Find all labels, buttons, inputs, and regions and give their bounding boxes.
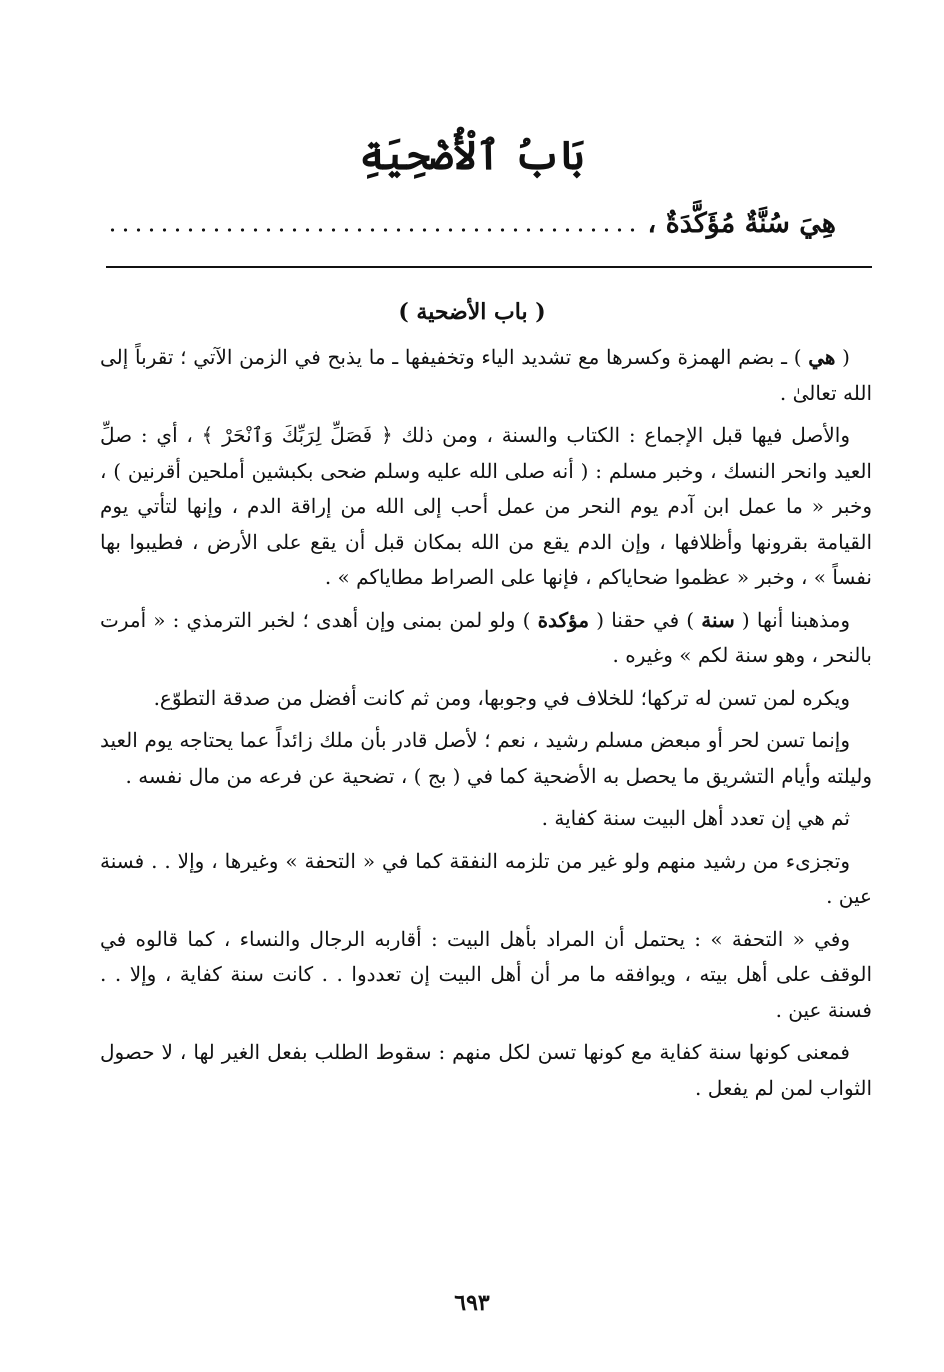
paragraph-3-text-2: ) في حقنا (: [589, 607, 702, 632]
paragraph-6: ثم هي إن تعدد أهل البيت سنة كفاية .: [541, 806, 850, 830]
paragraph-3-keyword-2: مؤكدة: [537, 607, 590, 632]
paragraph-3-text: ومذهبنا أنها (: [734, 607, 850, 632]
paragraph-3-text-3: ) ولو لمن بمنى وإن أهدى ؛ لخبر الترمذي : « أمرت بالنحر ، وهو سنة لكم » وغيره .: [100, 607, 872, 667]
paragraph-1: [100, 340, 872, 411]
paragraph-1-text: (: [835, 345, 850, 369]
paragraph-4: ويكره لمن تسن له تركها؛ للخلاف في وجوبها، ومن ثم كانت أفضل من صدقة التطوّع.: [153, 685, 850, 710]
matn-text: هِيَ سُنَّةٌ مُؤَكَّدَةٌ ،: [647, 207, 836, 239]
paragraph-7: وتجزىء من رشيد منهم ولو غير من تلزمه النفقة كما في « التحفة » وغيرها ، وإلا . . فسنة عين .: [100, 848, 872, 908]
matn-line: [106, 200, 836, 246]
paragraph-3-keyword-1: سنة: [701, 607, 735, 632]
paragraph-1-keyword: هي: [808, 345, 836, 369]
paragraph-9: فمعنى كونها سنة كفاية مع كونها تسن لكل منهم : سقوط الطلب بفعل الغير لها ، لا حصول الثواب لمن لم يفعل .: [100, 1040, 872, 1100]
commentary-heading: ( باب الأضحية ): [398, 299, 546, 325]
page-number: ٦٩٣: [454, 1290, 490, 1316]
paragraph-2: والأصل فيها قبل الإجماع : الكتاب والسنة ، ومن ذلك ﴿ فَصَلِّ لِرَبِّكَ وَٱنْحَرْ ﴾ ، أي : صلِّ العيد وانحر النسك ، وخبر مسلم : ( أنه صلى الله عليه وسلم ضحى بكبشين أملحين أقرنين ) ، وخبر « ما عمل ابن آدم يوم النحر من عمل أحب إلى الله من إراقة الدم ، وإنها لتأتي يوم القيامة بقرونها وأظلافها ، وإن الدم يقع من الله بمكان قبل أن يقع على الأرض ، فطيبوا بها نفساً » ، وخبر « عظموا ضحاياكم ، فإنها على الصراط مطاياكم » .: [100, 423, 872, 589]
paragraph-3: [100, 603, 872, 674]
dotted-leader: [106, 228, 636, 232]
separator-rule: [106, 266, 872, 268]
paragraph-1-text-rest: ) ـ بضم الهمزة وكسرها مع تشديد الياء وتخفيفها ـ ما يذبح في الزمن الآتي ؛ تقرباً إلى الله تعالىٰ .: [100, 345, 872, 405]
chapter-title: بَابُ ٱلْأُضْحِيَةِ: [359, 132, 585, 179]
commentary-body: [100, 340, 872, 1113]
paragraph-8: وفي « التحفة » : يحتمل أن المراد بأهل البيت : أقاربه الرجال والنساء ، كما قالوه في الوقف على أهل بيته ، ويوافقه ما مر أن أهل البيت إن تعددوا . . كانت سنة كفاية ، وإلا . . فسنة عين .: [100, 926, 872, 1022]
paragraph-5: وإنما تسن لحر أو مبعض مسلم رشيد ، نعم ؛ لأصل قادر بأن ملك زائداً عما يحتاجه يوم العيد وليلته وأيام التشريق ما يحصل به الأضحية كما في ( بج ) ، تضحية عن فرعه من مال نفسه .: [100, 728, 872, 788]
